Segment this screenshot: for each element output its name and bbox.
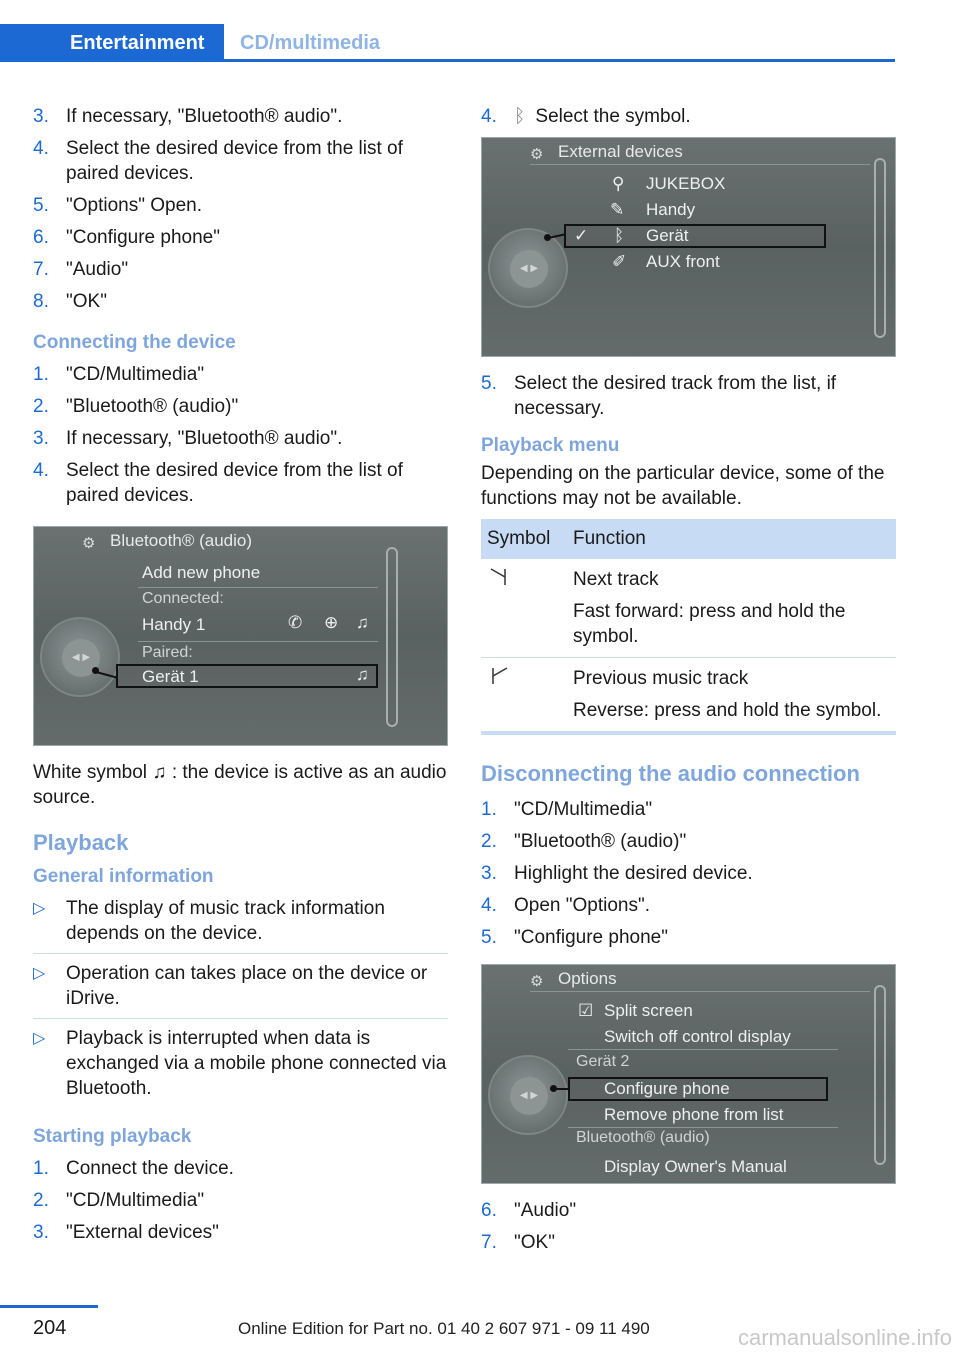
bullet-text: Playback is interrupted when data is exchanged via a mobile phone connected via Bluetooth.: [66, 1028, 447, 1099]
menu-item-aux-front[interactable]: AUX front: [646, 252, 720, 271]
menu-item-geraet-1[interactable]: Gerät 1: [142, 667, 199, 686]
list-item: [33, 289, 448, 314]
step-text: "External devices": [66, 1222, 219, 1243]
step-text-label: Select the symbol.: [535, 106, 691, 127]
menu-item-add-new-phone[interactable]: Add new phone: [142, 563, 261, 582]
step-text: "Audio": [66, 259, 129, 280]
pointer-line: [554, 1088, 570, 1090]
step-number: 7.: [33, 259, 49, 280]
tab-cd-multimedia[interactable]: CD/multimedia: [240, 32, 381, 54]
menu-item-remove-phone[interactable]: Remove phone from list: [604, 1105, 784, 1124]
list-item: [33, 1188, 448, 1213]
function-title: Next track: [573, 569, 659, 590]
usb-icon: ⚲: [612, 174, 625, 193]
step-text: "Options" Open.: [66, 195, 203, 216]
step-number: 2.: [481, 831, 497, 852]
list-item: [33, 257, 448, 282]
list-item: [33, 426, 448, 451]
right-column: [481, 104, 896, 1262]
split-screen-icon: ☑: [578, 1001, 594, 1020]
function-cell: [567, 559, 896, 658]
step-text: "CD/Multimedia": [66, 364, 205, 385]
music-note-icon: ♫: [356, 665, 369, 684]
screen-title: Options: [558, 969, 617, 988]
list-item: [33, 362, 448, 387]
list-item: [33, 136, 448, 186]
selection-highlight: [564, 224, 826, 248]
list-item: [481, 925, 896, 950]
list-item: [481, 829, 896, 854]
step-number: 7.: [481, 1232, 497, 1253]
step-number: 3.: [33, 106, 49, 127]
idrive-controller: [488, 228, 568, 308]
divider: [568, 1127, 838, 1128]
step-number: 8.: [33, 291, 49, 312]
step-number: 4.: [33, 460, 49, 481]
screen-title: External devices: [558, 142, 683, 161]
table-row: [481, 559, 896, 658]
footer-bar: [0, 1305, 98, 1308]
geraet-2-label: Gerät 2: [576, 1053, 630, 1070]
step-text: "Bluetooth® (audio)": [514, 831, 687, 852]
bluetooth-icon: ᛒ: [614, 226, 625, 245]
list-item: [33, 225, 448, 250]
steps-list-b: [33, 362, 448, 508]
scrollbar[interactable]: [874, 985, 886, 1165]
playback-menu-heading: Playback menu: [481, 435, 620, 456]
step-number: 3.: [33, 1222, 49, 1243]
steps-list-a: [33, 104, 448, 314]
settings-icon: ⚙: [530, 146, 544, 163]
screen-title: Bluetooth® (audio): [110, 531, 253, 550]
controller-arrows-icon: ◀ ▶: [510, 1077, 548, 1115]
external-devices-screen: [481, 137, 896, 357]
step-text: Open "Options".: [514, 895, 651, 916]
divider: [530, 991, 870, 992]
music-note-icon: ♫: [152, 762, 167, 783]
paired-label: Paired:: [142, 644, 193, 661]
left-column: [33, 104, 448, 1252]
step-text: "CD/Multimedia": [514, 799, 653, 820]
playback-menu-intro: Depending on the particular device, some of the functions may not be available.: [481, 463, 885, 509]
step-number: 4.: [481, 895, 497, 916]
step-text: Connect the device.: [66, 1158, 234, 1179]
step-number: 5.: [481, 373, 497, 394]
settings-icon: ⚙: [82, 535, 96, 552]
bullet-text: The display of music track information depends on the device.: [66, 898, 385, 944]
list-item: [33, 1026, 448, 1108]
divider: [568, 1049, 838, 1050]
step-number: 1.: [33, 364, 49, 385]
triangle-bullet-icon: ▷: [33, 965, 46, 982]
step-text: "Audio": [514, 1200, 577, 1221]
divider: [138, 587, 378, 588]
step-number: 6.: [33, 227, 49, 248]
list-item: [33, 104, 448, 129]
menu-item-handy[interactable]: Handy: [646, 200, 696, 219]
step-number: 2.: [33, 1190, 49, 1211]
step-number: 4.: [481, 106, 497, 127]
scrollbar[interactable]: [386, 547, 398, 727]
menu-item-configure-phone[interactable]: Configure phone: [604, 1079, 730, 1098]
general-information-heading: General information: [33, 866, 214, 887]
page-footer: [0, 1305, 960, 1362]
list-item: [33, 896, 448, 954]
list-item: [33, 1156, 448, 1181]
handy-icon: ✎: [610, 200, 625, 219]
menu-item-geraet[interactable]: Gerät: [646, 226, 689, 245]
step-number: 4.: [33, 138, 49, 159]
note-text: : the device is active as an audio source.: [33, 762, 447, 808]
step-number: 3.: [481, 863, 497, 884]
checkmark-icon: ✓: [574, 226, 589, 245]
column-header-symbol: Symbol: [481, 519, 567, 559]
step-text: [514, 104, 896, 129]
step-text: If necessary, "Bluetooth® audio".: [66, 428, 343, 449]
idrive-controller: [488, 1055, 568, 1135]
step-text: "Configure phone": [514, 927, 668, 948]
table-row: [481, 658, 896, 734]
divider: [530, 164, 870, 165]
step-text: "Configure phone": [66, 227, 220, 248]
music-note-icon: ♫: [356, 613, 369, 632]
steps-list-step5: [481, 371, 896, 421]
table-header-row: [481, 519, 896, 559]
function-cell: [567, 658, 896, 734]
step-number: 3.: [33, 428, 49, 449]
steps-list-step4: [481, 104, 896, 129]
controller-arrows-icon: ◀ ▶: [510, 250, 548, 288]
list-item: [33, 1220, 448, 1245]
triangle-bullet-icon: ▷: [33, 900, 46, 917]
function-description: Fast forward: press and hold the symbol.: [573, 601, 846, 647]
function-title: Previous music track: [573, 668, 749, 689]
page-header: [0, 24, 895, 62]
controller-arrows-icon: ◀ ▶: [62, 639, 100, 677]
step-number: 2.: [33, 396, 49, 417]
list-item: [481, 1198, 896, 1223]
step-number: 5.: [481, 927, 497, 948]
scrollbar[interactable]: [874, 158, 886, 338]
bullet-text: Operation can takes place on the device or iDrive.: [66, 963, 428, 1009]
list-item: [481, 1230, 896, 1255]
bullet-list: [33, 896, 448, 1108]
menu-item-owners-manual[interactable]: Display Owner's Manual: [604, 1157, 787, 1176]
list-item: [481, 861, 896, 886]
step-text: Select the desired device from the list of paired devices.: [66, 138, 403, 184]
steps-list-d: [481, 797, 896, 950]
page-number: 204: [33, 1317, 67, 1339]
previous-track-icon: [481, 658, 567, 734]
divider: [138, 641, 378, 642]
step-text: "Bluetooth® (audio)": [66, 396, 239, 417]
playback-heading: Playback: [33, 830, 129, 855]
menu-item-handy-1[interactable]: Handy 1: [142, 615, 206, 634]
symbol-table: [481, 519, 896, 735]
menu-item-jukebox[interactable]: JUKEBOX: [646, 174, 726, 193]
menu-item-switch-off-display[interactable]: Switch off control display: [604, 1027, 791, 1046]
globe-icon: ⊕: [324, 613, 339, 632]
list-item: [33, 458, 448, 508]
watermark: carmanualsonline.info: [737, 1325, 952, 1350]
step-text: "OK": [514, 1232, 555, 1253]
steps-list-e: [481, 1198, 896, 1255]
list-item: [33, 394, 448, 419]
connected-label: Connected:: [142, 590, 224, 607]
menu-item-split-screen[interactable]: Split screen: [604, 1001, 693, 1020]
step-number: 5.: [33, 195, 49, 216]
edition-info: Online Edition for Part no. 01 40 2 607 971 - 09 11 490: [238, 1319, 650, 1338]
bluetooth-audio-label: Bluetooth® (audio): [576, 1129, 710, 1146]
list-item: [33, 193, 448, 218]
function-description: Reverse: press and hold the symbol.: [573, 700, 882, 721]
step-text: "CD/Multimedia": [66, 1190, 205, 1211]
list-item: [481, 371, 896, 421]
next-track-icon: [481, 559, 567, 658]
step-text: If necessary, "Bluetooth® audio".: [66, 106, 343, 127]
step-number: 1.: [33, 1158, 49, 1179]
steps-list-c: [33, 1156, 448, 1245]
disconnecting-heading: Disconnecting the audio connection: [481, 761, 860, 786]
step-number: 6.: [481, 1200, 497, 1221]
idrive-controller: [40, 617, 120, 697]
step-text: Select the desired track from the list, if necessary.: [514, 373, 837, 419]
list-item: [481, 893, 896, 918]
settings-icon: ⚙: [530, 973, 544, 990]
step-text: Select the desired device from the list of paired devices.: [66, 460, 403, 506]
bluetooth-audio-screen: [33, 526, 448, 746]
list-item: [33, 961, 448, 1019]
bluetooth-icon: ᛒ: [514, 106, 526, 127]
connecting-heading: Connecting the device: [33, 332, 236, 353]
aux-icon: ✐: [612, 252, 627, 271]
step-text: "OK": [66, 291, 107, 312]
starting-playback-heading: Starting playback: [33, 1126, 192, 1147]
options-screen: [481, 964, 896, 1184]
column-header-function: Function: [567, 519, 896, 559]
note-text: White symbol: [33, 762, 148, 783]
triangle-bullet-icon: ▷: [33, 1030, 46, 1047]
list-item: [481, 104, 896, 129]
list-item: [481, 797, 896, 822]
white-symbol-note: [33, 760, 448, 810]
tab-entertainment[interactable]: Entertainment: [0, 24, 224, 62]
step-number: 1.: [481, 799, 497, 820]
step-text: Highlight the desired device.: [514, 863, 753, 884]
phone-icon: ✆: [288, 613, 303, 632]
